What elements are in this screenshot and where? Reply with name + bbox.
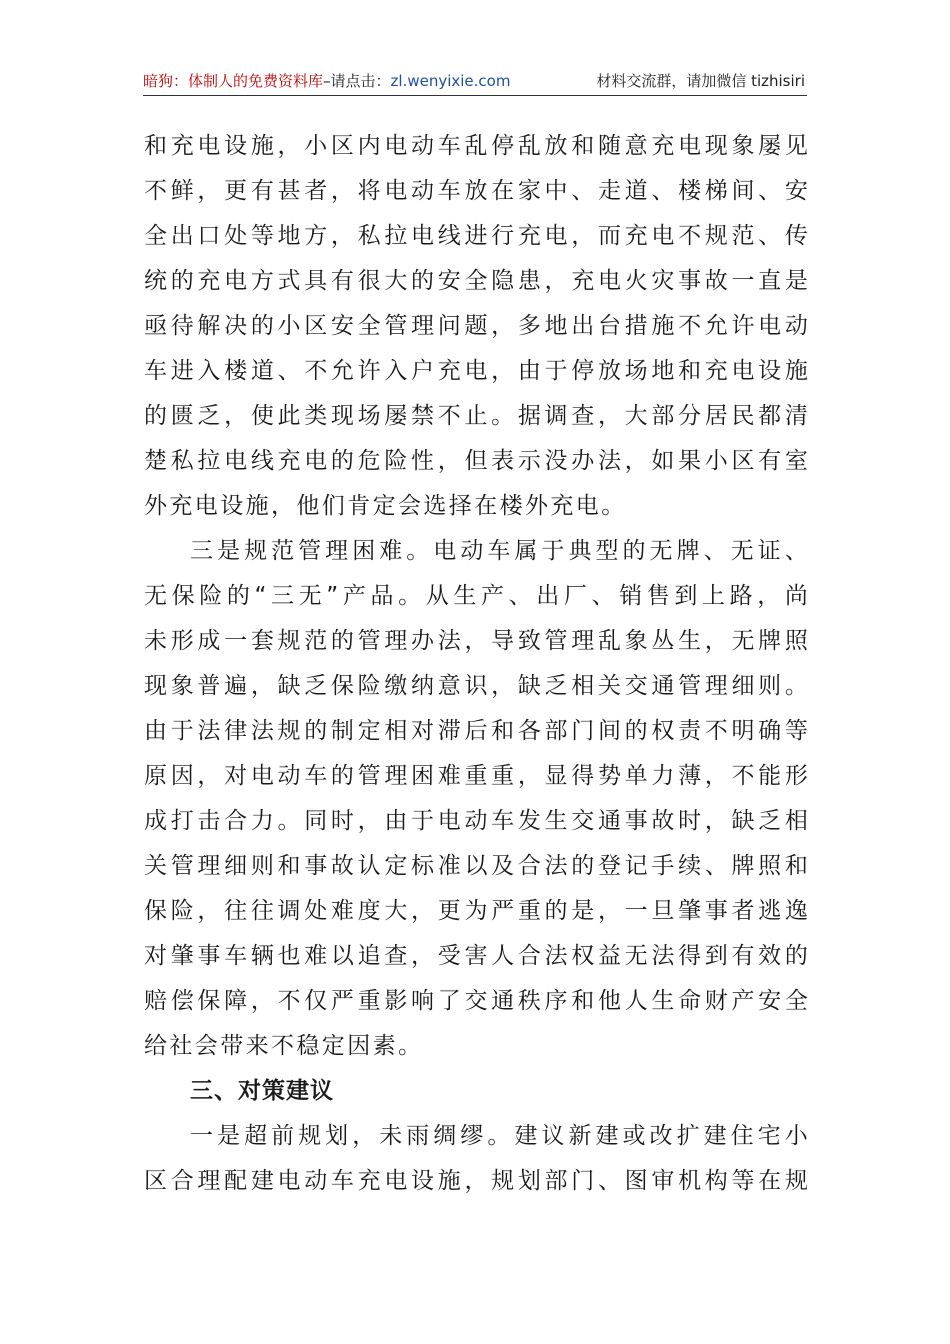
header-click-prompt: –请点击： [323,72,391,90]
page-header [143,68,807,94]
text-line: 楚 私 拉 电 线 充 电 的 危 险 性 ， 但 表 示 没 办 法 ， 如 果 小 区 有 室 [144,448,808,474]
header-site-title: 暗狗：体制人的免费资料库 [143,72,324,90]
text-line: 外充电设施，他们肯定会选择在楼外充电。 [144,493,627,519]
text-line: 一 是 超 前 规 划 ， 未 雨 绸 缪 。 建 议 新 建 或 改 扩 建 住 宅 小 [190,1123,808,1149]
text-line: 三、对策建议 [190,1078,334,1104]
text-line: 保 险 ， 往 往 调 处 难 度 大 ， 更 为 严 重 的 是 ， 一 旦 肇 事 者 逃 逸 [144,898,808,924]
text-line: 给社会带来不稳定因素。 [144,1033,424,1059]
text-line: 关 管 理 细 则 和 事 故 认 定 标 准 以 及 合 法 的 登 记 手 续 、 牌 照 和 [144,853,808,879]
section-heading [144,1069,808,1114]
text-line: 全 出 口 处 等 地 方 ， 私 拉 电 线 进 行 充 电 ， 而 充 电 不 规 范 、 传 [144,223,808,249]
text-line: 由 于 法 律 法 规 的 制 定 相 对 滞 后 和 各 部 门 间 的 权 责 不 明 确 等 [144,718,808,744]
text-line: 的 匮 乏 ， 使 此 类 现 场 屡 禁 不 止 。 据 调 查 ， 大 部 分 居 民 都 清 [144,403,808,429]
header-link[interactable]: zl.wenyixie.com [390,72,511,90]
text-line: 未 形 成 一 套 规 范 的 管 理 办 法 ， 导 致 管 理 乱 象 丛 生 ， 无 牌 照 [144,628,808,654]
paragraph [144,124,808,529]
header-divider [143,95,807,96]
text-line: 成 打 击 合 力 。 同 时 ， 由 于 电 动 车 发 生 交 通 事 故 时 ， 缺 乏 相 [144,808,808,834]
text-line: 不 鲜 ， 更 有 甚 者 ， 将 电 动 车 放 在 家 中 、 走 道 、 楼 梯 间 、 安 [144,178,808,204]
text-line: 车 进 入 楼 道 、 不 允 许 入 户 充 电 ， 由 于 停 放 场 地 和 充 电 设 施 [144,358,808,384]
paragraph [144,529,808,1069]
text-line: 无 保 险 的 “ 三 无 ” 产 品 。 从 生 产 、 出 厂 、 销 售 到 上 路 ， 尚 [144,583,808,609]
text-line: 原 因 ， 对 电 动 车 的 管 理 困 难 重 重 ， 显 得 势 单 力 薄 ， 不 能 形 [144,763,808,789]
text-line: 对 肇 事 车 辆 也 难 以 追 查 ， 受 害 人 合 法 权 益 无 法 得 到 有 效 的 [144,943,808,969]
text-line: 统 的 充 电 方 式 具 有 很 大 的 安 全 隐 患 ， 充 电 火 灾 事 故 一 直 是 [144,268,808,294]
paragraph [144,1114,808,1204]
text-line: 现 象 普 遍 ， 缺 乏 保 险 缴 纳 意 识 ， 缺 乏 相 关 交 通 管 理 细 则 。 [144,673,808,699]
text-line: 区 合 理 配 建 电 动 车 充 电 设 施 ， 规 划 部 门 、 图 审 机 构 等 在 规 [144,1168,808,1194]
text-line: 三 是 规 范 管 理 困 难 。 电 动 车 属 于 典 型 的 无 牌 、 无 证 、 [190,538,808,564]
text-line: 亟 待 解 决 的 小 区 安 全 管 理 问 题 ， 多 地 出 台 措 施 不 允 许 电 动 [144,313,808,339]
text-line: 赔 偿 保 障 ， 不 仅 严 重 影 响 了 交 通 秩 序 和 他 人 生 命 财 产 安 全 [144,988,808,1014]
document-body [144,124,808,1204]
text-line: 和 充 电 设 施 ， 小 区 内 电 动 车 乱 停 乱 放 和 随 意 充 电 现 象 屡 见 [144,133,808,159]
header-wechat-note: 材料交流群，请加微信 tizhisiri [596,72,805,90]
